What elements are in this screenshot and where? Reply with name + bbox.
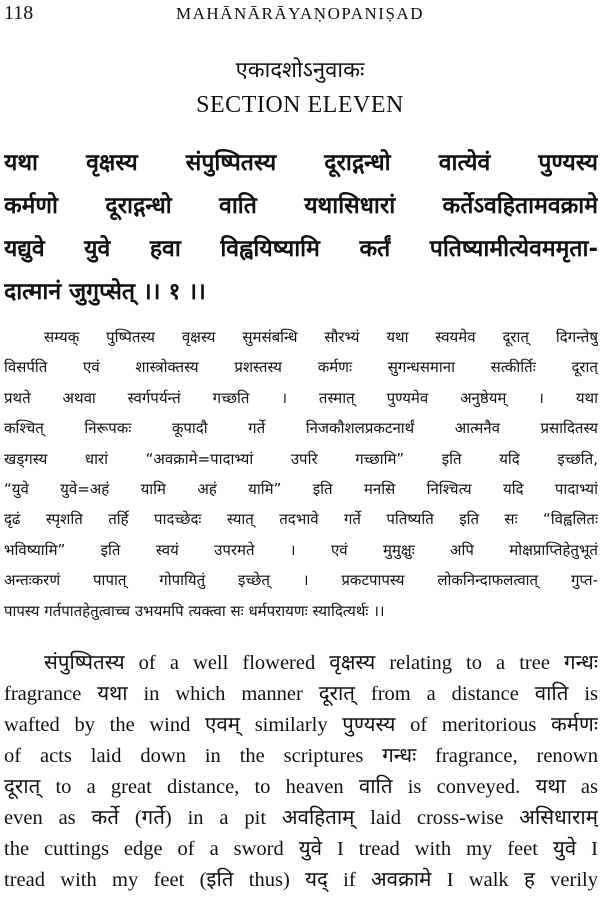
translation-line: दूरात् to a great distance, to heaven वाति is conveyed. यथा as — [4, 776, 598, 798]
commentary-line: पापस्य गर्तपातहेतुत्वाच्च उभयमपि त्यक्त्वा सः धर्मपरायणः स्यादित्यर्थः ।। — [4, 601, 385, 620]
commentary-line: प्रथते अथवा स्वर्गपर्यन्तं गच्छति । तस्मात् पुण्यमेव अनुष्ठेयम् । यथा — [4, 388, 598, 407]
translation-paragraph — [4, 648, 598, 896]
translation-line: the cuttings edge of a sword युवे I tread with my feet युवे I — [4, 838, 598, 860]
commentary-line: भविष्यामि” इति स्वयं उपरमते । एवं मुमुक्षुः अपि मोक्षप्राप्तिहेतुभूतं — [4, 540, 598, 559]
verse-block — [4, 142, 598, 314]
commentary-line: दृढं स्पृशति तर्हि पादच्छेदः स्यात् तदभावे गर्ते पतिष्यति इति सः “विह्वलितः — [4, 510, 598, 529]
page-number: 118 — [4, 2, 34, 24]
translation-line: fragrance यथा in which manner दूरात् from a distance वाति is — [4, 683, 598, 705]
translation-line: tread with my feet (इति thus) यद् if अवक्रामे I walk ह verily — [4, 869, 598, 891]
section-title-sanskrit: एकादशोऽनुवाकः — [235, 58, 365, 83]
commentary-line: खड्गस्य धारां “अवक्रामे=पादाभ्यां उपरि गच्छामि” इति यदि इच्छति, — [4, 449, 598, 468]
translation-line: wafted by the wind एवम् similarly पुण्यस्य of meritorious कर्मणः — [4, 714, 598, 736]
running-title: MAHĀNĀRĀYAṆOPANIṢAD — [176, 4, 424, 23]
commentary-line: अन्तःकरणं पापात् गोपायितुं इच्छेत् । प्रकटपापस्य लोकनिन्दाफलत्वात् गुप्त- — [4, 571, 598, 590]
verse-line: दात्मानं जुगुप्सेत् ।। १ ।। — [4, 279, 206, 305]
commentary-line: सम्यक् पुष्पितस्य वृक्षस्य सुमसंबन्धि सौरभ्यं यथा स्वयमेव दूरात् दिगन्तेषु — [44, 328, 598, 346]
verse-line: कर्मणो दूराद्गन्धो वाति यथासिधारां कर्तेऽवहितामवक्रामे — [4, 193, 598, 219]
translation-line: of acts laid down in the scriptures गन्धः fragrance, renown — [4, 745, 598, 767]
translation-line: even as कर्ते (गर्ते) in a pit अवहिताम् laid cross-wise असिधाराम् — [4, 807, 598, 829]
verse-line: यद्युवे युवे हवा विह्वयिष्यामि कर्तं पतिष्यामीत्येवममृता- — [4, 236, 598, 262]
commentary-line: कश्चित् निरूपकः कूपादौ गर्ते निजकौशलप्रकटनार्थं आत्मनैव प्रसादितस्य — [4, 419, 598, 438]
running-head — [0, 2, 600, 28]
translation-line: संपुष्पितस्य of a well flowered वृक्षस्य relating to a tree गन्धः — [44, 652, 598, 674]
verse-line: यथा वृक्षस्य संपुष्पितस्य दूराद्गन्धो वात्येवं पुण्यस्य — [4, 150, 598, 176]
section-heading: SECTION ELEVEN — [196, 92, 404, 118]
commentary-line: “युवे युवे=अहं यामि अहं यामि” इति मनसि निश्चित्य यदि पादाभ्यां — [4, 480, 598, 499]
commentary-paragraph — [4, 322, 598, 626]
commentary-line: विसर्पति एवं शास्त्रोक्तस्य प्रशस्तस्य कर्मणः सुगन्धसमाना सत्कीर्तिः दूरात् — [4, 358, 598, 377]
